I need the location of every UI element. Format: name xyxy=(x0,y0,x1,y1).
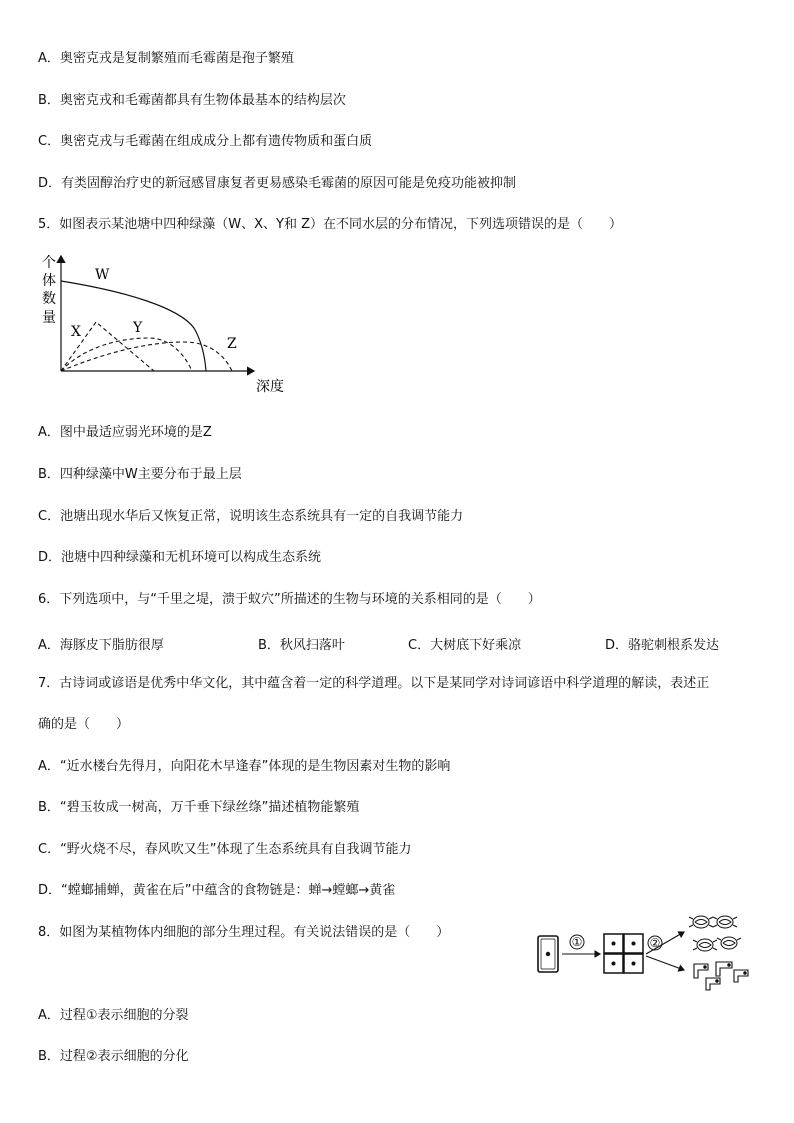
curve-z xyxy=(61,342,232,371)
q4-option-d: D．有类固醇治疗史的新冠感冒康复者更易感染毛霉菌的原因可能是免疫功能被抑制 xyxy=(38,176,517,191)
q6-option-b: B．秋风扫落叶 xyxy=(258,638,345,653)
q4-option-c: C．奥密克戎与毛霉菌在组成成分上都有遗传物质和蛋白质 xyxy=(38,134,373,149)
curve-label-x: X xyxy=(71,324,81,340)
q7-option-b: B．“碧玉妆成一树高，万千垂下绿丝绦”描述植物能繁殖 xyxy=(38,800,360,815)
nucleus xyxy=(546,952,550,956)
q8-option-a: A．过程①表示细胞的分裂 xyxy=(38,1008,189,1023)
x-label: 深度 xyxy=(256,379,284,395)
differentiated-cells-bottom xyxy=(694,962,748,990)
y-label-4: 量 xyxy=(42,310,56,326)
q6-option-a: A．海豚皮下脂肪很厚 xyxy=(38,638,164,653)
q7-stem-line-1: 7．古诗词或谚语是优秀中华文化，其中蕴含着一定的科学道理。以下是某同学对诗词谚语中科学道理的解读，表述正 xyxy=(38,676,710,691)
curve-label-y: Y xyxy=(133,320,143,336)
differentiated-cells-top xyxy=(689,916,741,951)
q7-option-c: C．“野火烧不尽，春风吹又生”体现了生态系统具有自我调节能力 xyxy=(38,842,412,857)
y-label-2: 体 xyxy=(42,273,56,289)
four-cells xyxy=(604,934,643,973)
q8-option-b: B．过程②表示细胞的分化 xyxy=(38,1049,189,1064)
q5-algae-depth-figure xyxy=(34,250,304,398)
q7-option-a: A．“近水楼台先得月，向阳花木早逢春”体现的是生物因素对生物的影响 xyxy=(38,759,451,774)
step-1-label: ① xyxy=(571,935,583,949)
q5-option-a: A．图中最适应弱光环境的是Z xyxy=(38,425,212,440)
y-label-1: 个 xyxy=(42,255,56,271)
q8-cell-process-figure xyxy=(534,908,756,992)
q5-stem: 5．如图表示某池塘中四种绿藻（W、X、Y和 Z）在不同水层的分布情况，下列选项错误的是（ ） xyxy=(38,217,623,232)
q5-option-c: C．池塘出现水华后又恢复正常，说明该生态系统具有一定的自我调节能力 xyxy=(38,509,464,524)
curve-y xyxy=(61,338,192,371)
q6-options xyxy=(38,634,778,653)
q6-stem: 6．下列选项中，与“千里之堤，溃于蚁穴”所描述的生物与环境的关系相同的是（ ） xyxy=(38,592,541,607)
q5-option-b: B．四种绿藻中W主要分布于最上层 xyxy=(38,467,242,482)
q6-option-d: D．骆驼刺根系发达 xyxy=(605,638,720,653)
curve-label-z: Z xyxy=(227,336,237,352)
q8-stem: 8．如图为某植物体内细胞的部分生理过程。有关说法错误的是（ ） xyxy=(38,925,450,940)
q4-option-b: B．奥密克戎和毛霉菌都具有生物体最基本的结构层次 xyxy=(38,93,346,108)
step-2-label: ② xyxy=(649,936,661,950)
q5-option-d: D．池塘中四种绿藻和无机环境可以构成生态系统 xyxy=(38,550,322,565)
q4-option-a: A．奥密克戎是复制繁殖而毛霉菌是孢子繁殖 xyxy=(38,51,294,66)
curve-label-w: W xyxy=(95,267,110,283)
q7-stem-line-2: 确的是（ ） xyxy=(38,717,130,732)
q7-option-d: D．“螳螂捕蝉，黄雀在后”中蕴含的食物链是：蝉→螳螂→黄雀 xyxy=(38,883,396,898)
y-label-3: 数 xyxy=(42,291,56,307)
arrow-step-2-down xyxy=(646,956,684,970)
q6-option-c: C．大树底下好乘凉 xyxy=(408,638,522,653)
